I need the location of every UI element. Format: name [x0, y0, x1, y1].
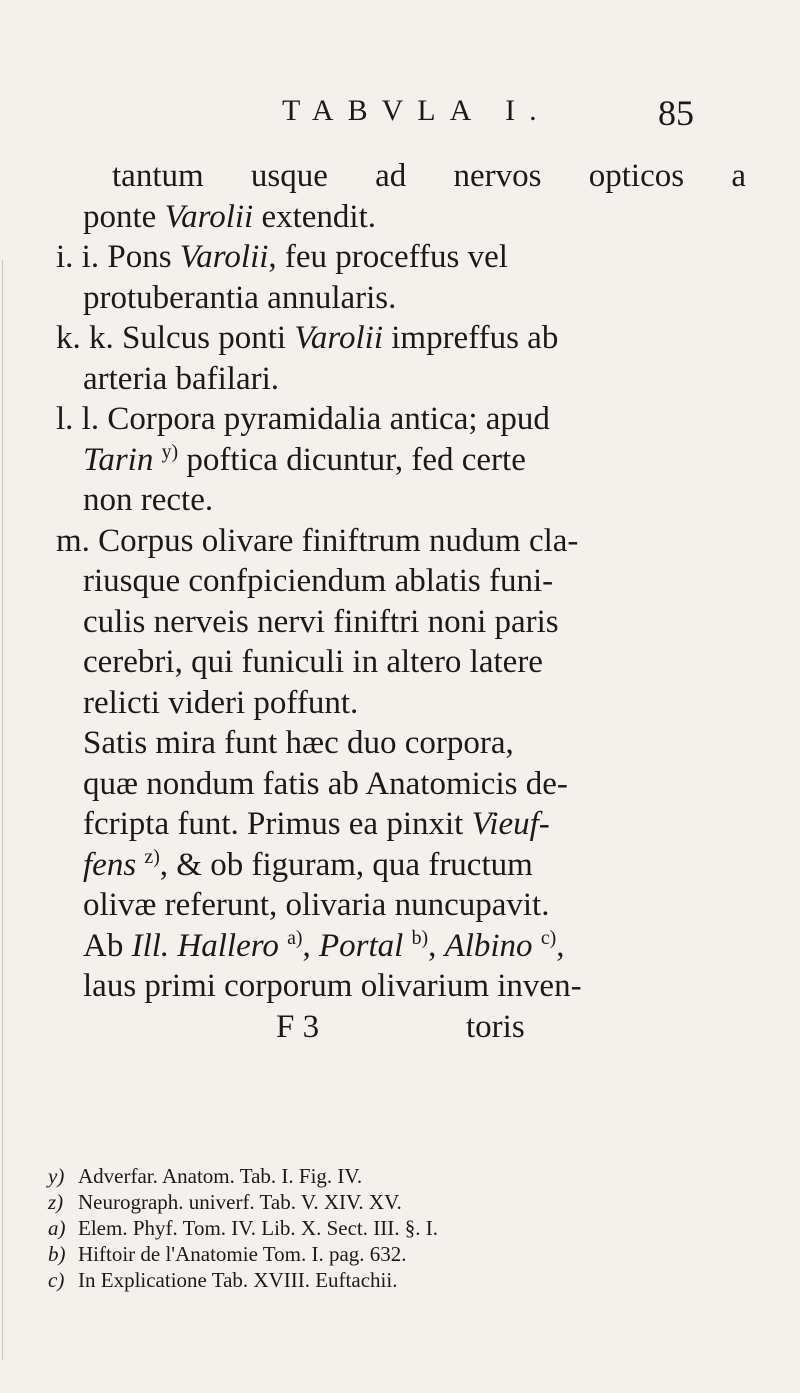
running-head: [0, 94, 800, 134]
text-line: l. l. Corpora pyramidalia antica; apud: [56, 401, 550, 437]
text-line: cerebri, qui funiculi in altero latere: [83, 644, 543, 680]
text-line: olivæ referunt, olivaria nuncupavit.: [83, 887, 550, 923]
text-line: i. i. Pons Varolii, feu proceffus vel: [56, 239, 508, 275]
text-line: non recte.: [83, 482, 214, 518]
page-number: 85: [658, 93, 694, 133]
text-line: ponte Varolii extendit.: [83, 198, 377, 235]
catchword: toris: [466, 1008, 525, 1045]
text-line: k. k. Sulcus ponti Varolii impreffus ab: [56, 320, 559, 356]
page-edge-shadow: [2, 260, 3, 1360]
footnote: b) Hiftoir de l'Anatomie Tom. I. pag. 632.: [48, 1242, 407, 1266]
text-line: fens $^{z)}$, & ob figuram, qua fructum: [83, 845, 533, 883]
body-text: [56, 156, 746, 1047]
text-line: quæ nondum fatis ab Anatomicis de-: [83, 765, 568, 802]
footnote: z) Neurograph. univerf. Tab. V. XIV. XV.: [48, 1190, 402, 1214]
signature-mark: F 3: [276, 1008, 320, 1045]
text-line: m. Corpus olivare finiftrum nudum cla-: [56, 522, 579, 559]
text-line: culis nerveis nervi finiftri noni paris: [83, 603, 559, 640]
text-line: fcripta funt. Primus ea pinxit Vieuf-: [83, 806, 550, 842]
footnote: c) In Explicatione Tab. XVIII. Euftachii.: [48, 1268, 398, 1292]
text-line: arteria bafilari.: [83, 360, 280, 397]
text-line: Ab Ill. Hallero $^{a)}$, Portal $^{b)}$, Albino $^{c)}$,: [83, 926, 565, 964]
signature-line: [56, 1007, 746, 1048]
running-head-title: TABVLA I.: [282, 94, 551, 127]
footnotes: [48, 1163, 748, 1293]
footnote: a) Elem. Phyf. Tom. IV. Lib. X. Sect. III. §. I.: [48, 1216, 438, 1240]
text-line: tantum usque ad nervos opticos a: [112, 158, 746, 194]
text-line: protuberantia annularis.: [83, 279, 397, 316]
text-line: relicti videri poffunt.: [83, 684, 359, 721]
text-line: laus primi corporum olivarium inven-: [83, 968, 582, 1004]
text-line: Satis mira funt hæc duo corpora,: [83, 725, 514, 761]
text-line: Tarin $^{y)}$ poftica dicuntur, fed certe: [83, 440, 526, 478]
footnote: y) Adverfar. Anatom. Tab. I. Fig. IV.: [48, 1164, 363, 1188]
text-line: riusque confpiciendum ablatis funi-: [83, 563, 554, 599]
